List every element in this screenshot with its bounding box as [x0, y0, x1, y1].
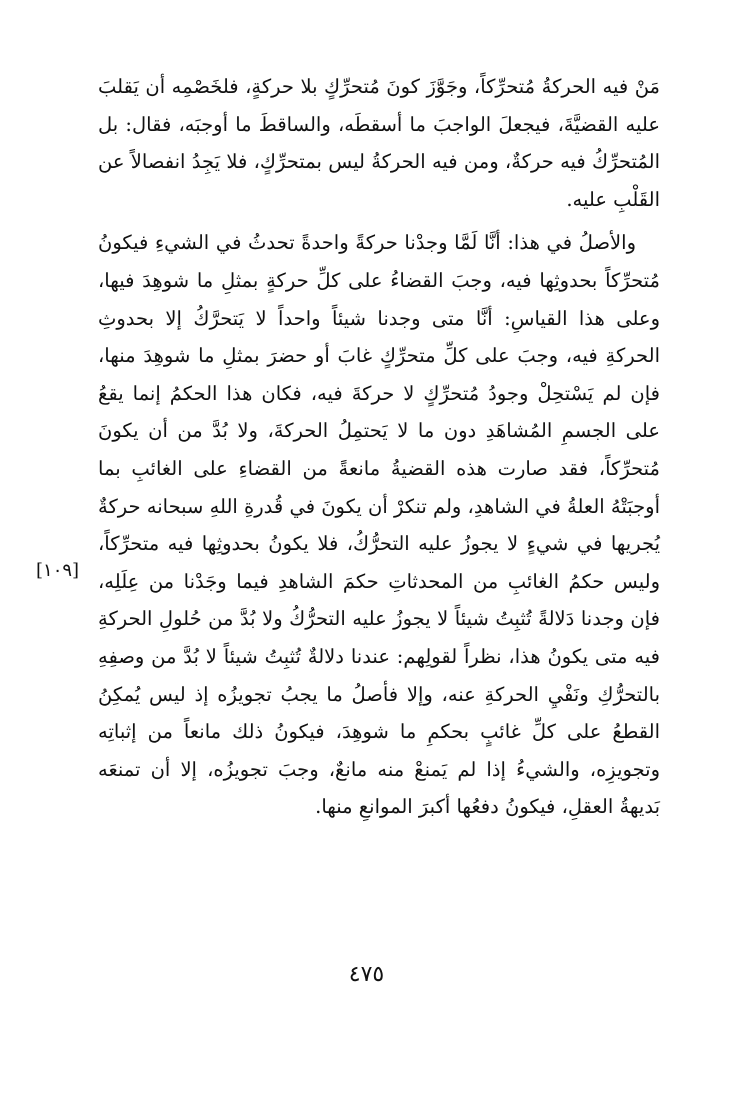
paragraph-2: والأصلُ في هذا: أنَّا لَمَّا وجدْنا حركةً واحدةً تحدثُ في الشيءِ فيكونُ مُتحرِّكاً بحدوثِها فيه، وجبَ القضاءُ على كلِّ حركةٍ بمثلِ ما شوهِدَ فيها، وعلى هذا القياسِ: أنَّا متى وجدنا شيئاً واحداً لا يَتحرَّكُ إلا بحدوثِ الحركةِ فيه، وجبَ على كلِّ متحرِّكٍ غابَ أو حضرَ بمثلِ ما شوهِدَ منها، فإن لم يَسْتحِلْ وجودُ مُتحرِّكٍ لا حركةَ فيه، فكان هذا الحكمُ إنما يقعُ على الجسمِ المُشاهَدِ دون ما لا يَحتمِلُ الحركةَ، ولا بُدَّ من أن يكونَ مُتحرِّكاً، فقد صارت هذه القضيةُ مانعةً من القضاءِ على الغائبِ بما أوجبَتْهُ العلةُ في الشاهدِ، ولم تنكرْ أن يكونَ في قُدرةِ اللهِ سبحانه حركةٌ يُجريها في شيءٍ لا يجوزُ عليه التحرُّكُ، فلا يكونُ بحدوثِها فيه متحرِّكاً، وليس حكمُ الغائبِ من المحدثاتِ حكمَ الشاهدِ فيما وجَدْنا من عِلَلِه، فإن وجدنا دَلالةً تُثبِتُ شيئاً لا يجوزُ عليه التحرُّكُ ولا بُدَّ من حُلولِ الحركةِ فيه متى يكونُ هذا، نظراً لقولِهم: عندنا دلالةٌ تُثبِتُ شيئاً لا بُدَّ من وصفِهِ بالتحرُّكِ ونَفْيِ الحركةِ عنه، وإلا فأصلُ ما يجبُ تجويزُه إذ ليس يُمكِنُ القطعُ على كلِّ غائبٍ بحكمِ ما شوهِدَ، فيكونُ ذلك مانعاً من إثباتِه وتجويزِه، والشيءُ إذا لم يَمنعْ منه مانعٌ، وجبَ تجويزُه، إلا أن تمنعَه بَديهةُ العقلِ، فيكونُ دفعُها أكبرَ الموانعِ منها. — [98, 231, 660, 819]
paragraph-1: مَنْ فيه الحركةُ مُتحرِّكاً، وجَوَّزَ كونَ مُتحرِّكٍ بلا حركةٍ، فلخَصْمِه أن يَقلبَ عليه القضيَّةَ، فيجعلَ الواجبَ ما أسقطَه، والساقطَ ما أوجبَه، فقال: بل المُتحرِّكُ فيه حركةٌ، ومن فيه الحركةُ ليس بمتحرِّكٍ، فلا يَجِدُ انفصالاً عن القَلْبِ عليه. — [98, 75, 660, 211]
margin-reference-number: [١٠٩] — [36, 560, 80, 581]
main-text — [98, 68, 660, 826]
page-number: ٤٧٥ — [348, 962, 385, 987]
